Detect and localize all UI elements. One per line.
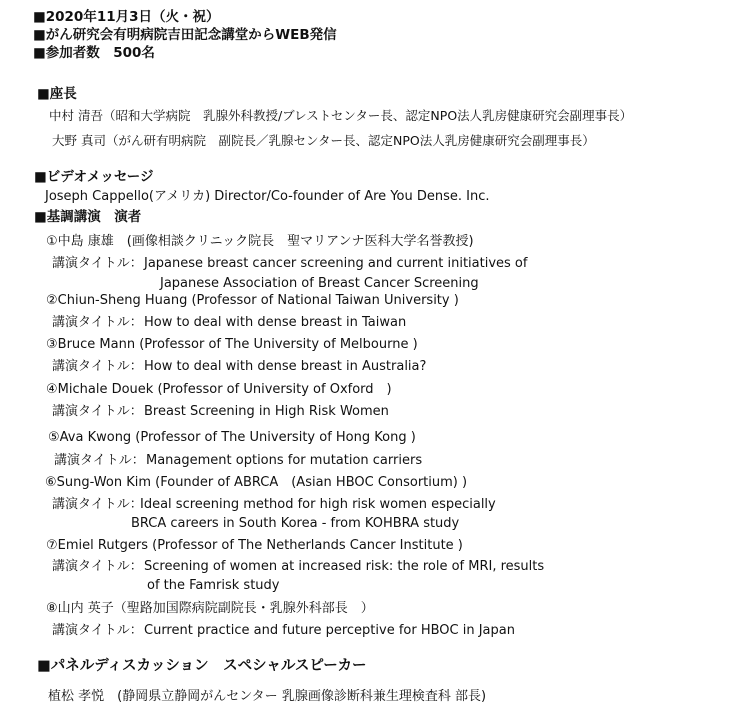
talk-5-label: 講演タイトル： [54,453,145,468]
chair-1: 中村 清吾（昭和大学病院 乳腺外科教授/ブレストセンター長、認定NPO法人乳房健康研究会副理事長） [49,108,633,123]
talk-3-speaker: ③Bruce Mann (Professor of The University of Melbourne ) [46,337,418,352]
talk-6-speaker: ⑥Sung-Won Kim (Founder of ABRCA (Asian HBOC Consortium) ) [45,475,468,490]
panel-speaker: 植松 孝悦 (静岡県立静岡がんセンター 乳腺画像診断科兼生理検査科 部長) [48,689,487,704]
talk-7-speaker: ⑦Emiel Rutgers (Professor of The Netherlands Cancer Institute ) [46,538,463,553]
talk-1-title-line2: Japanese Association of Breast Cancer Screening [160,276,479,291]
talk-3-label: 講演タイトル： [52,359,143,374]
talk-7-title-line1: Screening of women at increased risk: the role of MRI, results [144,559,545,574]
talk-2-speaker: ②Chiun-Sheng Huang (Professor of National Taiwan University ) [46,293,459,308]
talk-8-label: 講演タイトル： [52,623,143,638]
talk-5-title: Management options for mutation carriers [146,453,423,468]
keynote-heading: ■基調講演 演者 [34,209,142,225]
talk-6-label: 講演タイトル： [52,497,143,512]
talk-1-speaker: ①中島 康雄 (画像相談クリニック院長 聖マリアンナ医科大学名誉教授) [46,234,474,249]
talk-5-speaker: ⑤Ava Kwong (Professor of The University of Hong Kong ) [48,430,416,445]
talk-8-speaker: ⑧山内 英子（聖路加国際病院副院長・乳腺外科部長 ） [46,601,374,616]
talk-1-label: 講演タイトル： [52,256,143,271]
talk-4-title: Breast Screening in High Risk Women [144,404,389,419]
talk-7-title-line2: of the Famrisk study [147,578,280,593]
panel-heading: ■パネルディスカッション スペシャルスピーカー [37,658,367,674]
talk-8-title: Current practice and future perceptive for HBOC in Japan [144,623,515,638]
talk-6-title-line1: Ideal screening method for high risk women especially [140,497,496,512]
chair-2: 大野 真司（がん研有明病院 副院長／乳腺センター長、認定NPO法人乳房健康研究会副理事長） [52,133,595,148]
talk-2-label: 講演タイトル： [52,315,143,330]
talk-3-title: How to deal with dense breast in Australia? [144,359,427,374]
talk-7-label: 講演タイトル： [52,559,143,574]
event-venue: ■がん研究会有明病院吉田記念講堂からWEB発信 [33,27,337,43]
talk-2-title: How to deal with dense breast in Taiwan [144,315,407,330]
video-heading: ■ビデオメッセージ [34,169,154,185]
talk-4-label: 講演タイトル： [52,404,143,419]
event-date: ■2020年11月3日（火・祝） [33,9,220,25]
talk-1-title-line1: Japanese breast cancer screening and current initiatives of [144,256,528,271]
chairs-heading: ■座長 [37,86,77,102]
video-speaker: Joseph Cappello(アメリカ) Director/Co-founder of Are You Dense. Inc. [45,189,490,204]
talk-6-title-line2: BRCA careers in South Korea - from KOHBRA study [131,516,460,531]
event-attendance: ■参加者数 500名 [33,45,155,61]
talk-4-speaker: ④Michale Douek (Professor of University of Oxford ) [46,382,392,397]
